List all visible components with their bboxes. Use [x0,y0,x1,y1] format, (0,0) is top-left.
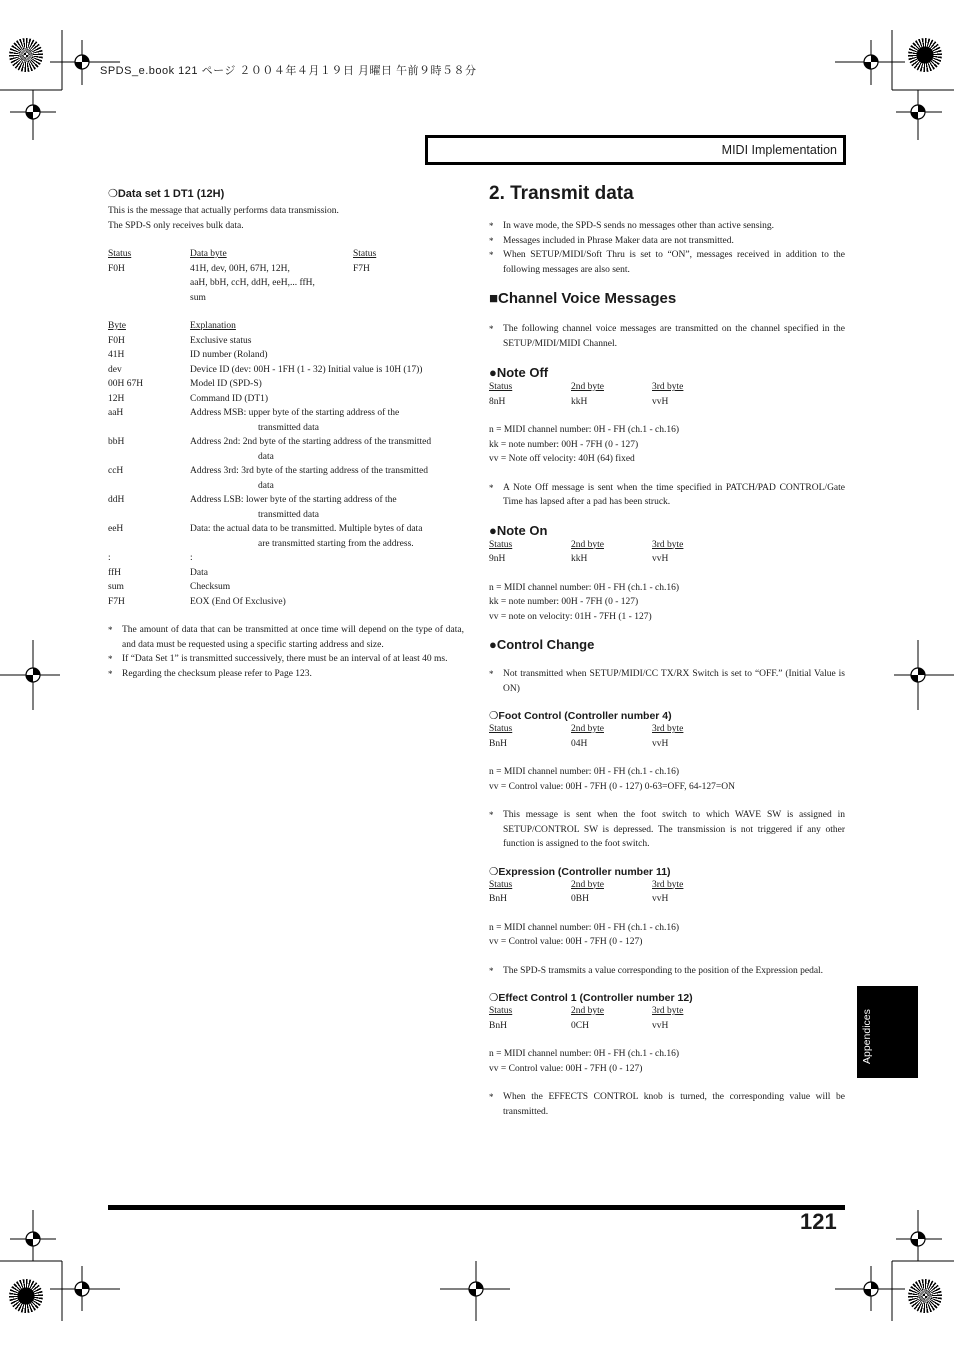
explanation-row [108,595,464,610]
explanation-cell [190,522,464,551]
table-cell: vvH [652,738,669,749]
col-header: 2nd byte [571,382,604,392]
table-cell: vvH [652,396,669,407]
col-header: 3rd byte [652,879,684,890]
footnote: * In wave mode, the SPD-S sends no messages other than active sensing. [489,219,845,234]
table-header-row [489,722,845,737]
explanation-continuation: data [258,480,274,491]
explanation-continuation: transmitted data [258,509,319,520]
explanation-continuation: transmitted data [258,422,319,433]
definition-line: kk = note number: 00H - 7FH (0 - 127) [489,439,639,450]
note-off-table [489,380,845,409]
section-header-box [425,135,846,165]
table-cell: kkH [571,396,588,407]
page-title: 2. Transmit data [489,183,634,204]
explanation-cell [190,435,464,464]
definition-line: vv = Control value: 00H - 7FH (0 - 127) 0-63=OFF, 64-127=ON [489,781,735,792]
table-header-row [489,1004,845,1019]
explanation-text: ID number (Roland) [190,350,268,360]
table-header-row [108,247,464,262]
expression-defs [489,921,845,950]
byte-cell: F7H [108,596,125,607]
effect-control-defs [489,1047,845,1076]
table-cell: BnH [489,1020,507,1031]
explanation-cell [190,551,464,566]
explanation-cell [190,406,464,435]
table-row [489,552,845,567]
table-cell: F7H [353,263,370,274]
explanation-text: Address 2nd: 2nd byte of the starting address of the transmitted [190,437,432,447]
col-header: 2nd byte [571,539,604,550]
explanation-cell [190,595,464,610]
definition-line: kk = note number: 00H - 7FH (0 - 127) [489,597,639,607]
effect-control-heading: ❍Effect Control 1 (Controller number 12) [489,992,693,1004]
explanation-row [108,435,464,464]
note-on-table [489,538,845,567]
explanation-cell [190,377,464,392]
definition-line: vv = Note off velocity: 40H (64) fixed [489,454,635,464]
foot-control-defs [489,765,845,794]
table-row [489,395,845,410]
table-header-row [489,380,845,395]
explanation-row [108,493,464,522]
explanation-continuation: data [258,451,274,462]
byte-explanation-table [108,319,464,609]
explanation-cell [190,363,464,378]
footnote: * The SPD-S tramsmits a value corresponding to the position of the Expression pedal. [489,964,845,979]
byte-cell: 41H [108,350,125,360]
table-row [108,262,464,306]
footnote: * Regarding the checksum please refer to Page 123. [108,667,464,682]
dt1-intro [108,204,464,233]
table-cell: vvH [652,554,669,564]
explanation-cell [190,334,464,349]
col-header: 3rd byte [652,382,684,392]
table-cell: vvH [652,1020,669,1031]
data-line: 41H, dev, 00H, 67H, 12H, [190,263,290,274]
col-header: Status [353,249,377,259]
intro-line: The SPD-S only receives bulk data. [108,220,244,231]
explanation-cell [190,392,464,407]
page-number: 121 [800,1209,837,1234]
explanation-text: : [190,553,193,563]
table-row [489,1019,845,1034]
table-cell: 8nH [489,396,506,407]
byte-cell: dev [108,364,122,375]
expression-table [489,878,845,907]
effect-control-table [489,1004,845,1033]
transmit-notes [489,219,845,277]
explanation-text: Data: the actual data to be transmitted. Multiple bytes of data [190,524,423,534]
control-change-heading: ●Control Change [489,637,595,652]
explanation-text: Device ID (dev: 00H - 1FH (1 - 32) Initial value is 10H (17)) [190,364,423,375]
col-header: Byte [108,321,126,331]
footnote: * When SETUP/MIDI/Soft Thru is set to “ON”, messages received in addition to the following messages are also sent. [489,248,845,277]
explanation-row [108,566,464,581]
explanation-text: Model ID (SPD-S) [190,379,262,389]
definition-line: vv = Control value: 00H - 7FH (0 - 127) [489,937,643,947]
table-header-row [489,538,845,553]
explanation-row [108,464,464,493]
explanation-row [108,363,464,378]
byte-cell: F0H [108,335,125,346]
col-header: Status [489,382,513,392]
appendices-side-tab [857,986,918,1078]
side-tab-label: Appendices [861,1009,873,1064]
explanation-row [108,348,464,363]
channel-voice-heading: ■Channel Voice Messages [489,290,677,307]
byte-cell: ffH [108,567,122,578]
explanation-text: EOX (End Of Exclusive) [190,596,286,607]
table-row [489,892,845,907]
explanation-cell [190,580,464,595]
note-off-heading: ●Note Off [489,365,549,380]
footer-rule [108,1205,845,1210]
byte-cell: 12H [108,393,125,404]
col-header: 2nd byte [571,879,604,890]
print-file-info: SPDS_e.book 121 ページ ２００４年４月１９日 月曜日 午前９時５８分 [100,65,477,77]
explanation-cell [190,493,464,522]
byte-cell: sum [108,582,124,592]
left-column [108,187,464,681]
definition-line: n = MIDI channel number: 0H - FH (ch.1 - ch.16) [489,582,680,593]
col-header: Data byte [190,249,227,259]
table-row [489,737,845,752]
footnote: * When the EFFECTS CONTROL knob is turned, the corresponding value will be transmitted. [489,1090,845,1119]
table-cell: 0BH [571,894,589,904]
byte-cell: 00H 67H [108,379,144,389]
col-header: Status [489,539,513,550]
data-line: sum [190,292,206,303]
explanation-row [108,392,464,407]
explanation-text: Address LSB: lower byte of the starting address of the [190,495,397,505]
note-on-heading: ●Note On [489,522,548,538]
footnote: * The following channel voice messages are transmitted on the channel specified in the SETUP/MIDI/MIDI Channel. [489,322,845,351]
table-cell: kkH [571,554,588,564]
col-header: 3rd byte [652,1006,684,1016]
table-cell: 04H [571,738,588,749]
explanation-cell [190,348,464,363]
definition-line: n = MIDI channel number: 0H - FH (ch.1 - ch.16) [489,767,680,777]
table-cell: BnH [489,738,507,749]
data-line: aaH, bbH, ccH, ddH, eeH,... ffH, [190,278,315,288]
col-header: Status [489,1006,513,1016]
right-column [489,183,845,1119]
byte-cell: aaH [108,408,124,418]
footnote: * This message is sent when the foot switch to which WAVE SW is assigned in SETUP/CONTROL SW is depressed. The transmission is not triggered if any other function is assigned to the foot switch. [489,808,845,852]
note-off-defs [489,423,845,467]
col-header: Status [108,249,132,259]
table-cell: 9nH [489,554,506,564]
dt1-heading: ❍Data set 1 DT1 (12H) [108,188,225,200]
explanation-row [108,334,464,349]
table-cell [190,262,315,306]
table-cell: 0CH [571,1020,589,1031]
explanation-text: Address MSB: upper byte of the starting address of the [190,408,400,418]
table-header-row [108,319,464,334]
explanation-row [108,580,464,595]
definition-line: n = MIDI channel number: 0H - FH (ch.1 - ch.16) [489,1049,680,1059]
byte-cell: : [108,553,111,563]
expression-heading: ❍Expression (Controller number 11) [489,865,671,878]
explanation-text: Data [190,567,208,578]
col-header: 3rd byte [652,724,684,734]
byte-cell: ccH [108,466,124,476]
col-header: Status [489,724,513,734]
table-cell: BnH [489,894,507,904]
col-header: Explanation [190,321,236,331]
col-header: 2nd byte [571,1006,604,1016]
definition-line: n = MIDI channel number: 0H - FH (ch.1 - ch.16) [489,922,680,933]
table-cell: F0H [108,263,125,274]
footnote: * The amount of data that can be transmitted at once time will depend on the type of data, and data must be requested using a specific starting address and size. [108,623,464,652]
explanation-row [108,377,464,392]
section-title: MIDI Implementation [721,143,837,157]
definition-line: vv = Control value: 00H - 7FH (0 - 127) [489,1063,643,1074]
explanation-row [108,406,464,435]
byte-cell: eeH [108,524,124,534]
dt1-format-table [108,247,464,305]
table-header-row [489,878,845,893]
note-on-defs [489,581,845,625]
footnote: * If “Data Set 1” is transmitted successively, there must be an interval of at least 40 ms. [108,652,464,667]
byte-cell: ddH [108,495,125,505]
foot-control-heading: ❍Foot Control (Controller number 4) [489,710,672,722]
col-header: Status [489,879,513,890]
foot-control-table [489,722,845,751]
col-header: 3rd byte [652,539,684,550]
explanation-row [108,522,464,551]
intro-line: This is the message that actually performs data transmission. [108,206,339,216]
explanation-text: Address 3rd: 3rd byte of the starting address of the transmitted [190,466,428,476]
explanation-text: Exclusive status [190,335,252,346]
table-cell: vvH [652,894,669,904]
col-header: 2nd byte [571,724,604,734]
explanation-text: Command ID (DT1) [190,393,269,404]
explanation-row [108,551,464,566]
footnote: * A Note Off message is sent when the time specified in PATCH/PAD CONTROL/Gate Time has lapsed after a pad has been struck. [489,481,845,510]
definition-line: vv = note on velocity: 01H - 7FH (1 - 127) [489,611,652,622]
footnote: * Messages included in Phrase Maker data are not transmitted. [489,234,845,249]
explanation-text: Checksum [190,582,231,592]
footnote: * Not transmitted when SETUP/MIDI/CC TX/RX Switch is set to “OFF.” (Initial Value is ON) [489,667,845,696]
explanation-cell [190,566,464,581]
explanation-continuation: are transmitted starting from the address. [258,538,414,549]
dt1-notes [108,623,464,681]
explanation-cell [190,464,464,493]
definition-line: n = MIDI channel number: 0H - FH (ch.1 - ch.16) [489,425,680,435]
byte-cell: bbH [108,437,125,447]
